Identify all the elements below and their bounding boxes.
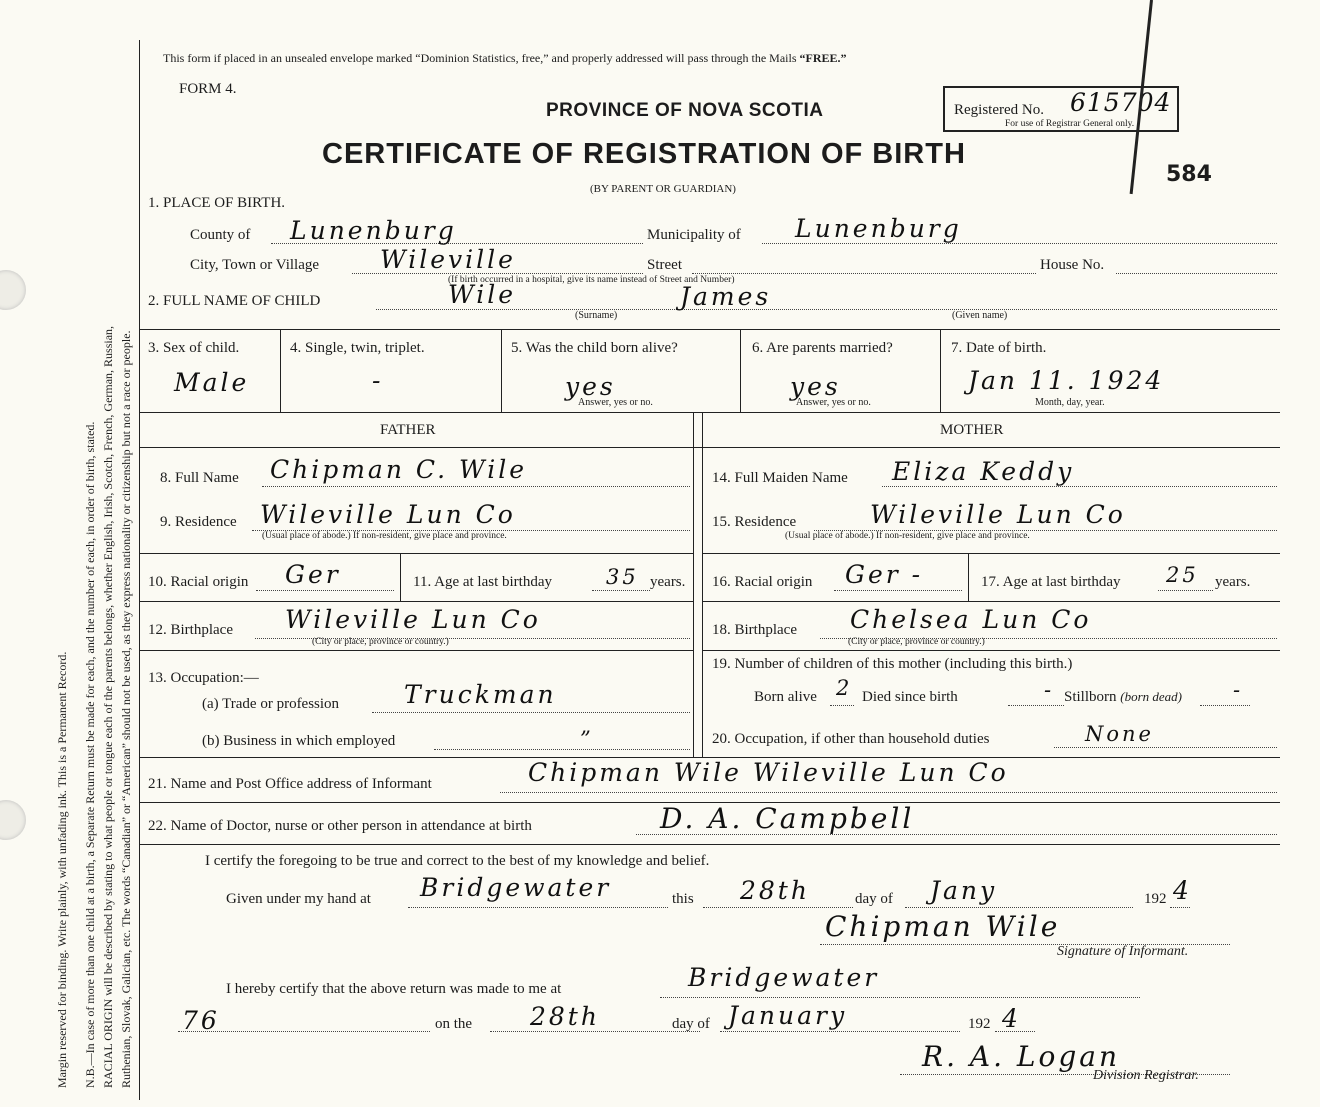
return-month-line [720,1031,960,1032]
father-racial-line [256,590,394,591]
stillborn-label [1064,689,1182,706]
given-place: Bridgewater [420,873,612,902]
surname-caption: (Surname) [575,310,618,321]
mail-notice [163,51,847,66]
mail-notice-free: “FREE.” [799,51,847,65]
form-number: FORM 4. [179,81,237,97]
informant-label: 21. Name and Post Office address of Informant [148,776,432,792]
married-caption: Answer, yes or no. [796,397,871,408]
margin-note-binding: Margin reserved for binding. Write plainly, with unfading ink. This is a Permanent Record. [55,651,69,1088]
rule-heading [140,447,1280,448]
return-text: I hereby certify that the above return was made to me at [226,981,562,997]
divider-4-5 [501,329,502,412]
return-place-line [660,997,1140,998]
stillborn-note: (born dead) [1120,689,1183,704]
mother-birthplace-caption: (City or place, province or country.) [848,637,985,647]
sex-label: 3. Sex of child. [148,340,240,356]
municipality-label: Municipality of [647,227,741,243]
given-name-caption: (Given name) [952,310,1008,321]
return-year-prefix: 192 [968,1016,991,1032]
province-heading: PROVINCE OF NOVA SCOTIA [546,100,824,121]
informant-signature: Chipman Wile [825,910,1061,943]
rule-row-bottom [140,412,1280,413]
place-of-birth-heading: 1. PLACE OF BIRTH. [148,195,286,211]
father-racial-value: Ger [285,560,341,589]
mother-age-value: 25 [1166,563,1199,587]
plurality-value: - [372,366,384,395]
father-age-label: 11. Age at last birthday [413,574,552,590]
margin-note-multiple-births: N.B.—In case of more than one child at a birth, a Separate Return must be made for each, and the number of each, in order of birth, stated. [83,421,97,1088]
hospital-note: (If birth occurred in a hospital, give its name instead of Street and Number) [448,275,735,285]
mother-occupation-label: 20. Occupation, if other than household duties [712,731,990,747]
father-age-years: years. [650,574,686,590]
mother-name-line [882,486,1277,487]
father-birthplace-label: 12. Birthplace [148,622,233,638]
return-day-of-label: day of [672,1016,710,1032]
given-month: Jany [930,876,998,905]
born-alive-label: Born alive [754,689,817,705]
mother-residence-value: Wileville Lun Co [870,500,1126,529]
return-day: 28th [530,1002,600,1031]
father-birthplace-caption: (City or place, province or country.) [312,637,449,647]
father-business-value: ” [580,727,594,751]
rule-mother-racial [702,553,1280,554]
municipality-line [762,243,1277,244]
divider-5-6 [740,329,741,412]
registrar-use-note: For use of Registrar General only. [1005,119,1135,129]
mother-heading: MOTHER [940,422,1004,438]
father-racial-label: 10. Racial origin [148,574,249,590]
return-day-line [490,1031,700,1032]
father-name-value: Chipman C. Wile [270,455,528,484]
municipality-value: Lunenburg [795,214,962,243]
rule-father-racial [140,553,693,554]
corner-mark: 584 [1166,162,1212,187]
plurality-label: 4. Single, twin, triplet. [290,340,425,356]
rule-doctor-bottom [140,844,1280,845]
mother-age-line [1158,590,1213,591]
father-age-value: 35 [606,565,639,589]
divider-father-racial [400,553,401,601]
father-residence-caption: (Usual place of abode.) If non-resident, give place and province. [262,531,507,541]
mother-children-label: 19. Number of children of this mother (including this birth.) [712,656,1073,672]
father-name-label: 8. Full Name [160,470,239,486]
return-no: 76 [182,1006,220,1035]
given-day-line [703,907,853,908]
center-divider-2 [702,412,703,757]
given-year-prefix: 192 [1144,891,1167,907]
doctor-label: 22. Name of Doctor, nurse or other person in attendance at birth [148,818,532,834]
dob-caption: Month, day, year. [1035,397,1105,408]
child-name-line [376,309,1277,310]
certify-text: I certify the foregoing to be true and correct to the best of my knowledge and belief. [205,853,710,869]
father-business-line [434,749,690,750]
mother-name-label: 14. Full Maiden Name [712,470,848,486]
father-age-line [592,590,650,591]
given-day-of-label: day of [855,891,893,907]
alive-value: yes [565,372,616,401]
margin-border [139,40,140,1100]
rule-mother-children [702,650,1280,651]
given-label: Given under my hand at [226,891,371,907]
mother-racial-label: 16. Racial origin [712,574,813,590]
child-name-label: 2. FULL NAME OF CHILD [148,293,321,309]
stillborn-text: Stillborn [1064,689,1117,705]
mother-birthplace-label: 18. Birthplace [712,622,797,638]
informant-signature-caption: Signature of Informant. [1057,944,1189,959]
given-this-label: this [672,891,694,907]
mother-occupation-value: None [1085,722,1154,746]
father-business-label: (b) Business in which employed [202,733,396,749]
registered-label: Registered No. [954,102,1044,118]
informant-value: Chipman Wile Wileville Lun Co [528,758,1009,787]
born-alive-line [830,705,854,706]
rule-father-occupation [140,650,693,651]
father-trade-label: (a) Trade or profession [202,696,340,712]
street-label: Street [647,257,682,273]
father-name-line [262,486,690,487]
given-year-line [1170,907,1190,908]
doctor-value: D. A. Campbell [660,802,915,835]
given-day: 28th [740,876,810,905]
father-residence-label: 9. Residence [160,514,237,530]
given-place-line [408,907,668,908]
alive-label: 5. Was the child born alive? [511,340,678,356]
mother-racial-value: Ger - [845,560,924,589]
dob-value: Jan 11. 1924 [968,366,1165,395]
mother-occupation-line [1054,747,1277,748]
return-on-the-label: on the [435,1016,473,1032]
father-heading: FATHER [380,422,436,438]
stillborn-value: - [1233,678,1244,702]
child-given-name: James [680,282,772,311]
father-occupation-label: 13. Occupation:— [148,670,259,686]
divider-3-4 [280,329,281,412]
child-surname: Wile [448,280,517,309]
mother-residence-caption: (Usual place of abode.) If non-resident, give place and province. [785,531,1030,541]
margin-note-racial-origin-cont: Ruthenian, Slovak, Galician, etc. The words “Canadian” or “American” should not be used, as they express nationality or citizenship but not a race or people. [119,330,133,1088]
died-since-birth-value: - [1044,678,1055,702]
given-month-line [905,907,1133,908]
rule-mother-birthplace [702,601,1280,602]
father-birthplace-value: Wileville Lun Co [285,605,541,634]
registrar-signature: R. A. Logan [922,1040,1121,1073]
certificate-title: CERTIFICATE OF REGISTRATION OF BIRTH [322,138,966,170]
informant-line [500,792,1277,793]
rule-row-top [140,329,1280,330]
mother-age-label: 17. Age at last birthday [981,574,1121,590]
house-line [1116,273,1277,274]
married-label: 6. Are parents married? [752,340,893,356]
city-value: Wileville [380,245,516,274]
house-label: House No. [1040,257,1105,273]
center-divider [693,412,694,757]
registrar-caption: Division Registrar. [1093,1068,1199,1083]
mail-notice-text: This form if placed in an unsealed envelope marked “Dominion Statistics, free,” and properly addressed will pass through the Mails [163,51,800,65]
punch-hole-top [0,270,26,310]
county-value: Lunenburg [290,216,457,245]
mother-residence-label: 15. Residence [712,514,797,530]
alive-caption: Answer, yes or no. [578,397,653,408]
return-year: 4 [1002,1004,1021,1033]
street-line [692,273,1036,274]
divider-mother-racial [968,553,969,601]
certificate-subtitle: (BY PARENT OR GUARDIAN) [590,183,736,195]
mother-name-value: Eliza Keddy [892,457,1075,486]
county-label: County of [190,227,251,243]
divider-6-7 [940,329,941,412]
mother-birthplace-value: Chelsea Lun Co [850,605,1092,634]
father-trade-line [372,712,690,713]
city-label: City, Town or Village [190,257,320,273]
died-since-birth-line [1008,705,1064,706]
margin-note-racial-origin: RACIAL ORIGIN will be described by stating to what people or tongue each of the parents belongs, whether English, Irish, Scotch, French, German, Russian, [101,325,115,1088]
punch-hole-bottom [0,800,26,840]
father-residence-value: Wileville Lun Co [260,500,516,529]
born-alive-value: 2 [836,676,853,700]
return-place: Bridgewater [688,963,880,992]
married-value: yes [790,372,841,401]
mother-age-years: years. [1215,574,1251,590]
given-year: 4 [1173,876,1192,905]
mother-racial-line [834,590,962,591]
father-trade-value: Truckman [404,680,557,709]
dob-label: 7. Date of birth. [951,340,1047,356]
return-month: January [728,1001,848,1030]
sex-value: Male [174,368,250,397]
rule-father-birthplace [140,601,693,602]
registered-number: 615704 [1070,88,1172,117]
stillborn-line [1200,705,1250,706]
died-since-birth-label: Died since birth [862,689,958,705]
